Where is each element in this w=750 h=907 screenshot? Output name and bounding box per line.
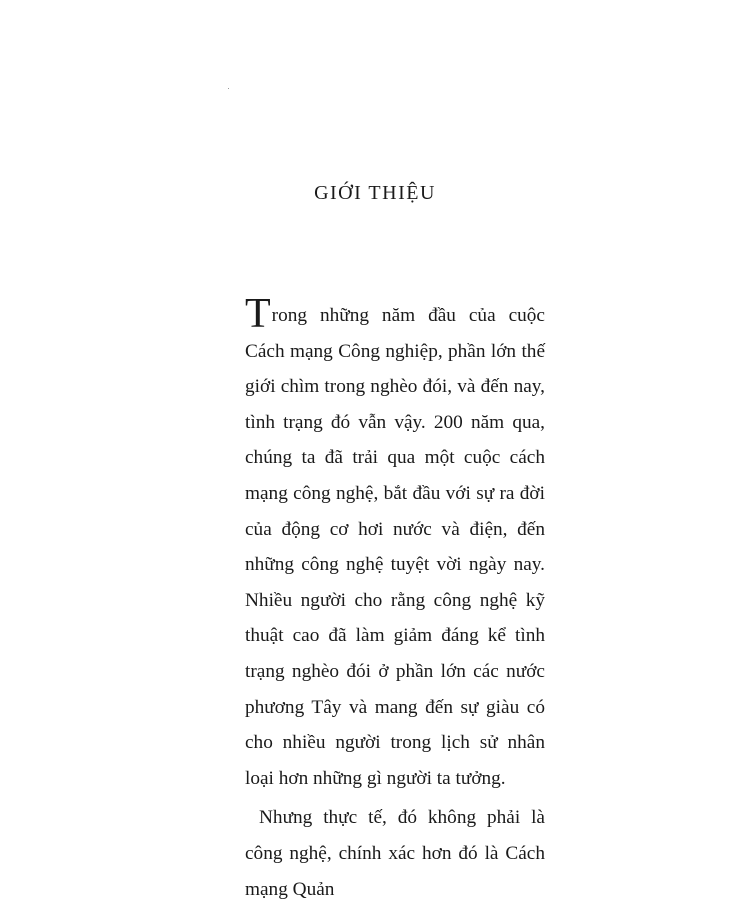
paragraph-2: Nhưng thực tế, đó không phải là công nghệ, chính xác hơn đó là Cách mạng Quản xyxy=(245,807,545,900)
paragraph-1-text: rong những năm đầu của cuộc Cách mạng Công nghiệp, phần lớn thế giới chìm trong nghèo đói, và đến nay, tình trạng đó vẫn vậy. 200 năm qua, chúng ta đã trải qua một cuộc cách mạng công nghệ, bắt đầu với sự ra đời của động cơ hơi nước và điện, đến những công nghệ tuyệt vời ngày nay. Nhiều người cho rằng công nghệ kỹ thuật cao đã làm giảm đáng kể tình trạng nghèo đói ở phần lớn các nước phương Tây và mang đến sự giàu có cho nhiều người trong lịch sử nhân loại hơn những gì người ta tưởng. xyxy=(245,305,545,789)
chapter-heading: GIỚI THIỆU xyxy=(314,182,436,204)
paragraph-1 xyxy=(245,291,545,796)
drop-cap: T xyxy=(245,291,271,337)
body-text xyxy=(245,291,545,907)
page-speck xyxy=(228,88,229,89)
